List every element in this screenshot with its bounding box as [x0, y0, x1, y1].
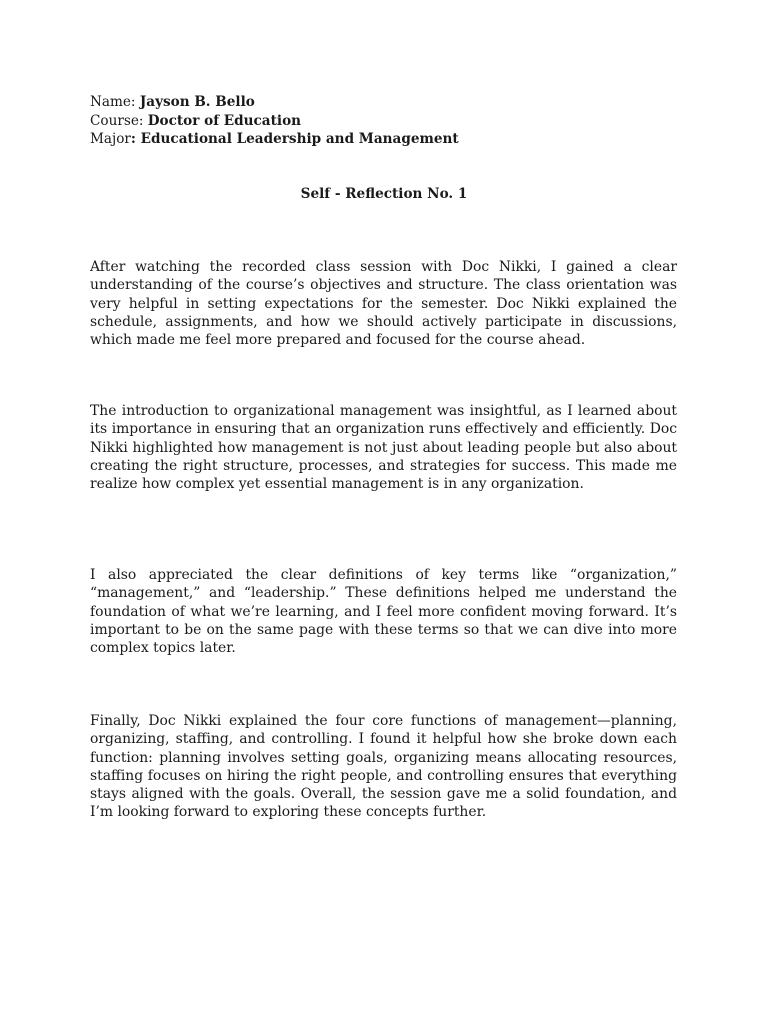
- name-line: [90, 93, 459, 112]
- document-title: Self - Reflection No. 1: [300, 186, 468, 202]
- name-label: Name:: [90, 94, 140, 110]
- major-label: Major: [90, 131, 131, 147]
- major-value: : Educational Leadership and Management: [130, 131, 459, 147]
- paragraph-2: The introduction to organizational management was insightful, as I learned about its importance in ensuring that an organization runs effectively and efficiently. Doc Nikki highlighted how management is not just about leading people but also about creating the right structure, processes, and strategies for success. This made me realize how complex yet essential management is in any organization.: [90, 403, 677, 493]
- major-line: [90, 130, 459, 149]
- paragraph-1: After watching the recorded class session with Doc Nikki, I gained a clear understanding of the course’s objectives and structure. The class orientation was very helpful in setting expectations for the semester. Doc Nikki explained the schedule, assignments, and how we should actively participate in discussions, which made me feel more prepared and focused for the course ahead.: [90, 259, 677, 349]
- paragraph-4: Finally, Doc Nikki explained the four core functions of management—planning, organizing, staffing, and controlling. I found it helpful how she broke down each function: planning involves setting goals, organizing means allocating resources, staffing focuses on hiring the right people, and controlling ensures that everything stays aligned with the goals. Overall, the session gave me a solid foundation, and I’m looking forward to exploring these concepts further.: [90, 713, 677, 821]
- paragraph-3: I also appreciated the clear definitions of key terms like “organization,” “management,” and “leadership.” These definitions helped me understand the foundation of what we’re learning, and I feel more confident moving forward. It’s important to be on the same page with these terms so that we can dive into more complex topics later.: [90, 567, 677, 657]
- course-label: Course:: [90, 112, 148, 129]
- name-value: Jayson B. Bello: [139, 94, 255, 110]
- course-line: [90, 112, 459, 131]
- course-value: Doctor of Education: [147, 112, 302, 129]
- student-info: [90, 93, 459, 149]
